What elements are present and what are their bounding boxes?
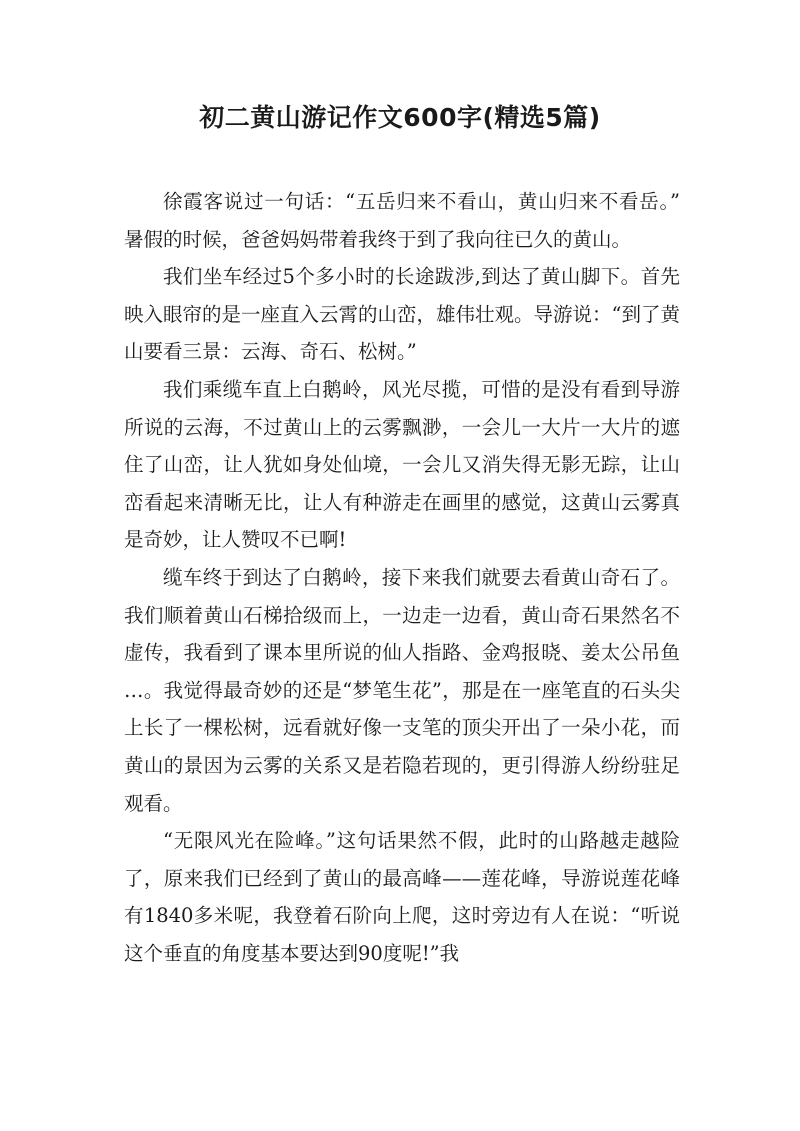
paragraph: 缆车终于到达了白鹅岭，接下来我们就要去看黄山奇石了。我们顺着黄山石梯拾级而上，一边走一边看，黄山奇石果然名不虚传，我看到了课本里所说的仙人指路、金鸡报晓、姜太公吊鱼…。我觉得最奇妙的还是“梦笔生花”，那是在一座笔直的石头尖上长了一棵松树，远看就好像一支笔的顶尖开出了一朵小花，而黄山的景因为云雾的关系又是若隐若现的，更引得游人纷纷驻足观看。 (124, 565, 680, 815)
paragraph: “无限风光在险峰。”这句话果然不假，此时的山路越走越险了，原来我们已经到了黄山的最高峰——莲花峰，导游说莲花峰有1840多米呢，我登着石阶向上爬，这时旁边有人在说：“听说这个垂直的角度基本要达到90度呢!”我 (124, 829, 680, 965)
document-title: 初二黄山游记作文600字(精选5篇) (199, 103, 601, 132)
paragraph: 徐霞客说过一句话：“五岳归来不看山，黄山归来不看岳。”暑假的时候，爸爸妈妈带着我终于到了我向往已久的黄山。 (124, 190, 680, 251)
essay-body (124, 183, 680, 972)
paragraph: 我们乘缆车直上白鹅岭，风光尽揽，可惜的是没有看到导游所说的云海，不过黄山上的云雾飘渺，一会儿一大片一大片的遮住了山峦，让人犹如身处仙境，一会儿又消失得无影无踪，让山峦看起来清晰无比，让人有种游走在画里的感觉，这黄山云雾真是奇妙，让人赞叹不已啊! (124, 377, 680, 552)
paragraph: 我们坐车经过5个多小时的长途跋涉,到达了黄山脚下。首先映入眼帘的是一座直入云霄的山峦，雄伟壮观。导游说：“到了黄山要看三景：云海、奇石、松树。” (124, 265, 680, 364)
